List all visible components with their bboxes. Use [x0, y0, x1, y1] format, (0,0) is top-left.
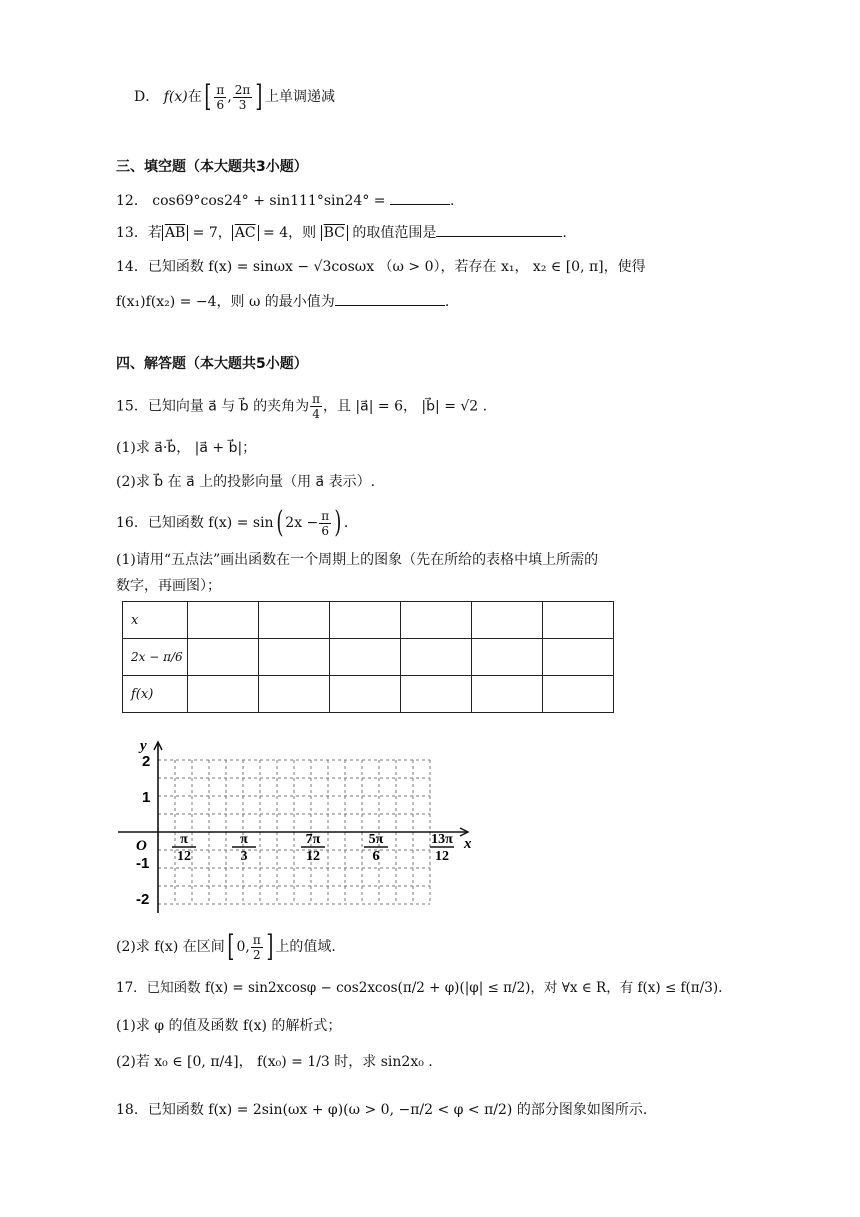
question-15-part1: (1)求 a⃗·b⃗， |a⃗ + b⃗|；	[116, 440, 257, 456]
coordinate-grid	[118, 738, 478, 918]
question-16-part2: (2)求 f(x) 在区间[ 0, $\frac{\pi}{2}$ ] 上的值域.	[116, 929, 336, 964]
x-tick-numerator: π	[240, 832, 248, 847]
question-12: 12． cos69°cos24° + sin111°sin24° = .	[116, 190, 454, 211]
question-16-part1-line1: (1)请用“五点法”画出函数在一个周期上的图象（先在所给的表格中填上所需的	[116, 552, 599, 568]
y-tick-label: -2	[136, 891, 150, 908]
question-15: 15．已知向量 a⃗ 与 b⃗ 的夹角为 $\frac{\pi}{4}$ ，且 |a⃗| = 6， |b⃗| = √2 .	[116, 392, 488, 421]
question-15-part2: (2)求 b⃗ 在 a⃗ 上的投影向量（用 a⃗ 表示）.	[116, 474, 376, 490]
question-14-line2: f(x₁)f(x₂) = −4，则 ω 的最小值为 .	[116, 291, 449, 312]
x-tick-denominator: 12	[435, 849, 449, 864]
section-title-fill-in: 三、填空题（本大题共3小题）	[116, 159, 308, 175]
x-tick-denominator: 12	[306, 849, 320, 864]
row-label-fx: f(x)	[123, 676, 188, 713]
y-axis-label: y	[140, 738, 147, 754]
y-tick-label: 2	[142, 753, 151, 770]
table-row	[123, 639, 614, 676]
question-18: 18．已知函数 f(x) = 2sin(ωx + φ)(ω > 0, −π/2 < φ < π/2) 的部分图象如图所示.	[116, 1102, 648, 1118]
question-17-part1: (1)求 φ 的值及函数 f(x) 的解析式；	[116, 1018, 342, 1034]
question-17: 17．已知函数 f(x) = sin2xcosφ − cos2xcos(π/2 + φ)(|φ| ≤ π/2)，对 ∀x ∈ R，有 f(x) ≤ f(π/3).	[116, 980, 723, 996]
question-16-part1-line2: 数字，再画图）；	[116, 578, 221, 594]
option-d: D． f(x)在[ $\frac{\pi}{6}$ , $\frac{2\pi}{3}$ ] 上单调递减	[134, 79, 336, 114]
five-point-table	[122, 601, 614, 713]
table-row	[123, 602, 614, 639]
x-tick-numerator: 13π	[431, 832, 453, 847]
question-17-part2: (2)若 x₀ ∈ [0, π/4]， f(x₀) = 1/3 时，求 sin2x₀ .	[116, 1054, 433, 1070]
x-tick-denominator: 3	[240, 849, 248, 864]
row-label-argument: 2x − π/6	[123, 639, 188, 676]
x-tick-numerator: π	[180, 832, 188, 847]
x-axis-label: x	[464, 836, 472, 852]
x-tick-denominator: 12	[177, 849, 191, 864]
x-tick-numerator: 7π	[305, 832, 321, 847]
question-16: 16．已知函数 f(x) = sin( 2x − $\frac{\pi}{6}$ ) .	[116, 505, 349, 540]
x-tick-denominator: 6	[372, 849, 380, 864]
row-label-x: x	[123, 602, 188, 639]
table-row	[123, 676, 614, 713]
origin-label: O	[136, 838, 147, 854]
section-title-solutions: 四、解答题（本大题共5小题）	[116, 356, 308, 372]
question-13: 13．若 $\overline{AB} = 7$， $\overline{AC} = 4$，则 $\overline{BC}$ 的取值范围是 .	[116, 222, 567, 243]
question-14-line1: 14．已知函数 f(x) = sinωx − √3cosωx （ω > 0），若存在 x₁， x₂ ∈ [0, π]，使得	[116, 259, 646, 275]
x-tick-numerator: 5π	[368, 832, 384, 847]
y-tick-label: -1	[136, 855, 150, 872]
y-tick-label: 1	[142, 789, 151, 806]
